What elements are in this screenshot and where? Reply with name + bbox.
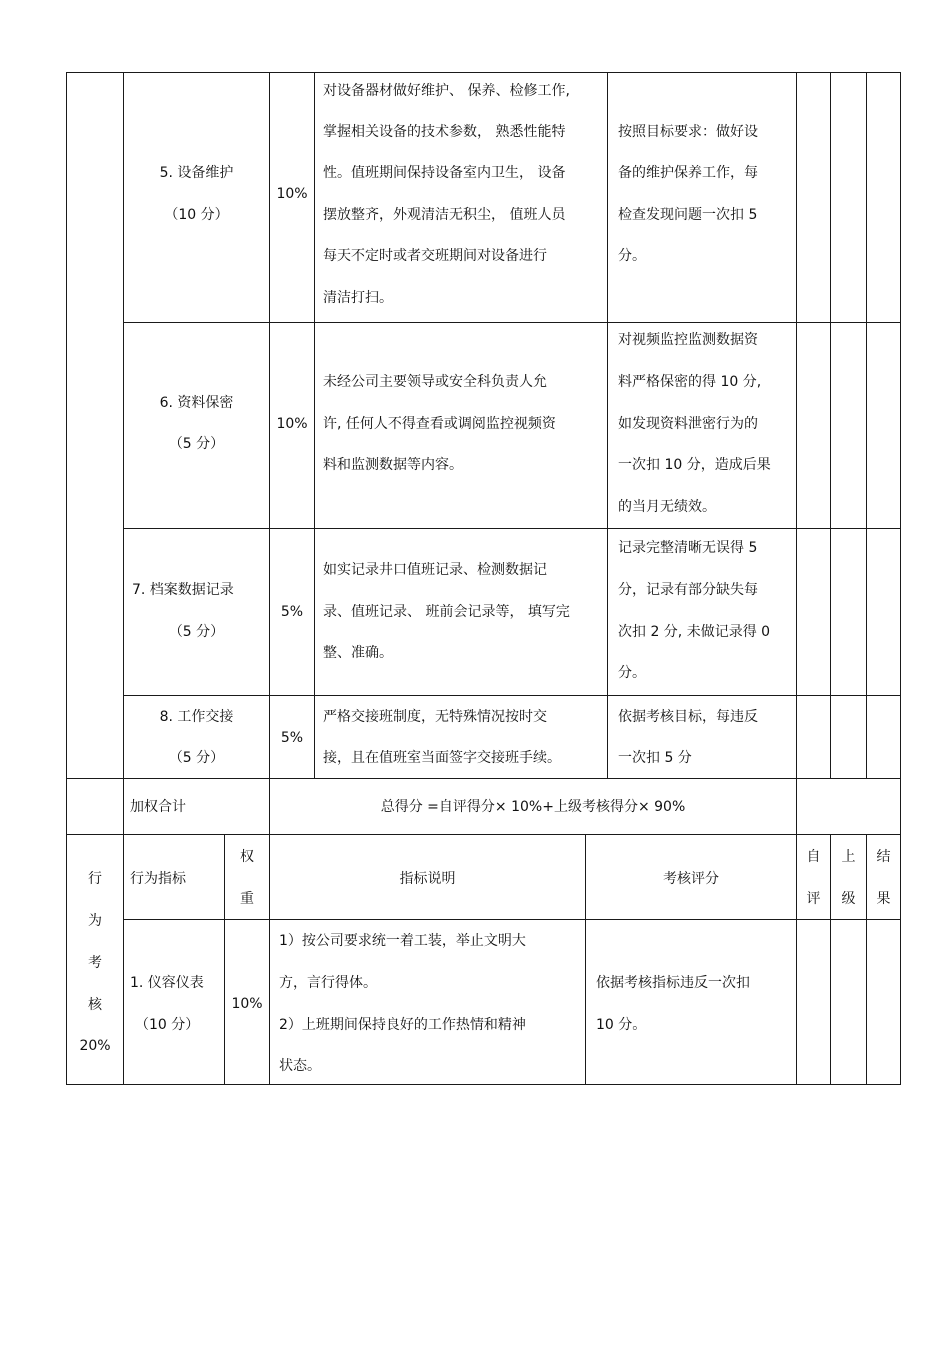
- item-rule-line: 备的维护保养工作，每: [618, 165, 758, 181]
- item-description-line: 料和监测数据等内容。: [323, 457, 463, 473]
- item-score: （10 分）: [164, 207, 229, 223]
- header-superior-char: 上: [841, 849, 856, 865]
- table-border-right: [900, 72, 901, 1085]
- behavior-section-title: [67, 858, 123, 1026]
- col-divider: [796, 778, 797, 835]
- item-description-line: 对设备器材做好维护、 保养、检修工作,: [323, 83, 570, 99]
- item-description-line: 许, 任何人不得查看或调阅监控视频资: [323, 416, 556, 432]
- header-superior-char: 级: [841, 891, 856, 907]
- item-name: 8. 工作交接: [159, 709, 234, 725]
- item-rule-line: 如发现资料泄密行为的: [618, 416, 758, 432]
- weighted-total-formula: 总得分 =自评得分× 10%+上级考核得分× 90%: [380, 799, 686, 815]
- item-score: （5 分）: [168, 750, 225, 766]
- item-rule-line: 次扣 2 分, 未做记录得 0: [618, 624, 771, 640]
- item-name: 1. 仪容仪表: [130, 975, 204, 991]
- behavior-title-char: 行: [88, 871, 102, 887]
- behavior-section-percent: 20%: [79, 1038, 111, 1054]
- col-divider: [607, 72, 608, 779]
- item-weight: 10%: [231, 996, 263, 1012]
- item-description-line: 清洁打扫。: [323, 290, 393, 306]
- item-rule-line: 按照目标要求：做好设: [618, 124, 758, 140]
- header-self-char: 评: [806, 891, 821, 907]
- weighted-total-label: 加权合计: [130, 799, 186, 815]
- item-rule-line: 10 分。: [596, 1017, 647, 1033]
- item-name: 5. 设备维护: [159, 165, 234, 181]
- item-rule-line: 料严格保密的得 10 分,: [618, 374, 762, 390]
- header-weight-char: 权: [240, 849, 254, 865]
- item-rule-line: 一次扣 5 分: [618, 750, 692, 766]
- col-divider: [269, 72, 270, 1085]
- item-name: 6. 资料保密: [159, 395, 234, 411]
- col-divider: [796, 72, 797, 779]
- header-self-eval: [797, 836, 830, 920]
- item-score: （5 分）: [168, 624, 225, 640]
- item-description-line: 接，且在值班室当面签字交接班手续。: [323, 750, 561, 766]
- row-divider: [123, 528, 901, 529]
- header-indicator: 行为指标: [130, 871, 186, 887]
- header-weight-char: 重: [240, 891, 254, 907]
- item-description-line: 如实记录井口值班记录、检测数据记: [323, 562, 547, 578]
- row-divider: [123, 322, 901, 323]
- header-result-char: 果: [876, 891, 891, 907]
- item-rule-line: 的当月无绩效。: [618, 499, 716, 515]
- item-weight: 5%: [280, 730, 304, 746]
- item-rule-line: 一次扣 10 分，造成后果: [618, 457, 771, 473]
- behavior-title-char: 核: [88, 997, 102, 1013]
- item-description-line: 状态。: [279, 1058, 321, 1074]
- item-description-line: 未经公司主要领导或安全科负责人允: [323, 374, 547, 390]
- item-rule-line: 检查发现问题一次扣 5: [618, 207, 758, 223]
- item-rule-line: 依据考核指标违反一次扣: [596, 975, 750, 991]
- item-description-line: 录、值班记录、 班前会记录等， 填写完: [323, 604, 570, 620]
- item-rule-line: 分。: [618, 248, 646, 264]
- item-rule-line: 对视频监控监测数据资: [618, 332, 758, 348]
- item-rule-line: 记录完整清晰无误得 5: [618, 540, 758, 556]
- col-divider: [830, 72, 831, 779]
- item-weight: 10%: [276, 416, 308, 432]
- item-score: （5 分）: [168, 436, 225, 452]
- col-divider: [866, 72, 867, 779]
- header-result: [867, 836, 900, 920]
- item-description-line: 2）上班期间保持良好的工作热情和精神: [279, 1017, 526, 1033]
- item-description-line: 每天不定时或者交班期间对设备进行: [323, 248, 547, 264]
- header-self-char: 自: [806, 849, 821, 865]
- item-description-line: 性。值班期间保持设备室内卫生， 设备: [323, 165, 566, 181]
- item-rule-line: 分，记录有部分缺失每: [618, 582, 758, 598]
- header-weight: [225, 836, 269, 920]
- row-divider: [66, 834, 901, 835]
- behavior-title-char: 考: [88, 955, 102, 971]
- behavior-title-char: 为: [88, 913, 102, 929]
- item-rule-line: 依据考核目标，每违反: [618, 709, 758, 725]
- item-description-line: 1）按公司要求统一着工装，举止文明大: [279, 933, 526, 949]
- item-description-line: 整、准确。: [323, 645, 393, 661]
- item-description-line: 摆放整齐，外观清洁无积尘， 值班人员: [323, 207, 566, 223]
- col-divider: [314, 72, 315, 779]
- item-weight: 10%: [276, 186, 308, 202]
- header-superior: [831, 836, 866, 920]
- item-description-line: 严格交接班制度，无特殊情况按时交: [323, 709, 547, 725]
- header-description: 指标说明: [399, 871, 456, 887]
- item-weight: 5%: [280, 604, 304, 620]
- header-result-char: 结: [876, 849, 891, 865]
- item-score: （10 分）: [135, 1017, 200, 1033]
- item-name: 7. 档案数据记录: [132, 582, 234, 598]
- item-rule-line: 分。: [618, 665, 646, 681]
- header-rating: 考核评分: [663, 871, 719, 887]
- table-border-bottom: [66, 1084, 901, 1085]
- item-description-line: 方，言行得体。: [279, 975, 377, 991]
- item-description-line: 掌握相关设备的技术参数， 熟悉性能特: [323, 124, 566, 140]
